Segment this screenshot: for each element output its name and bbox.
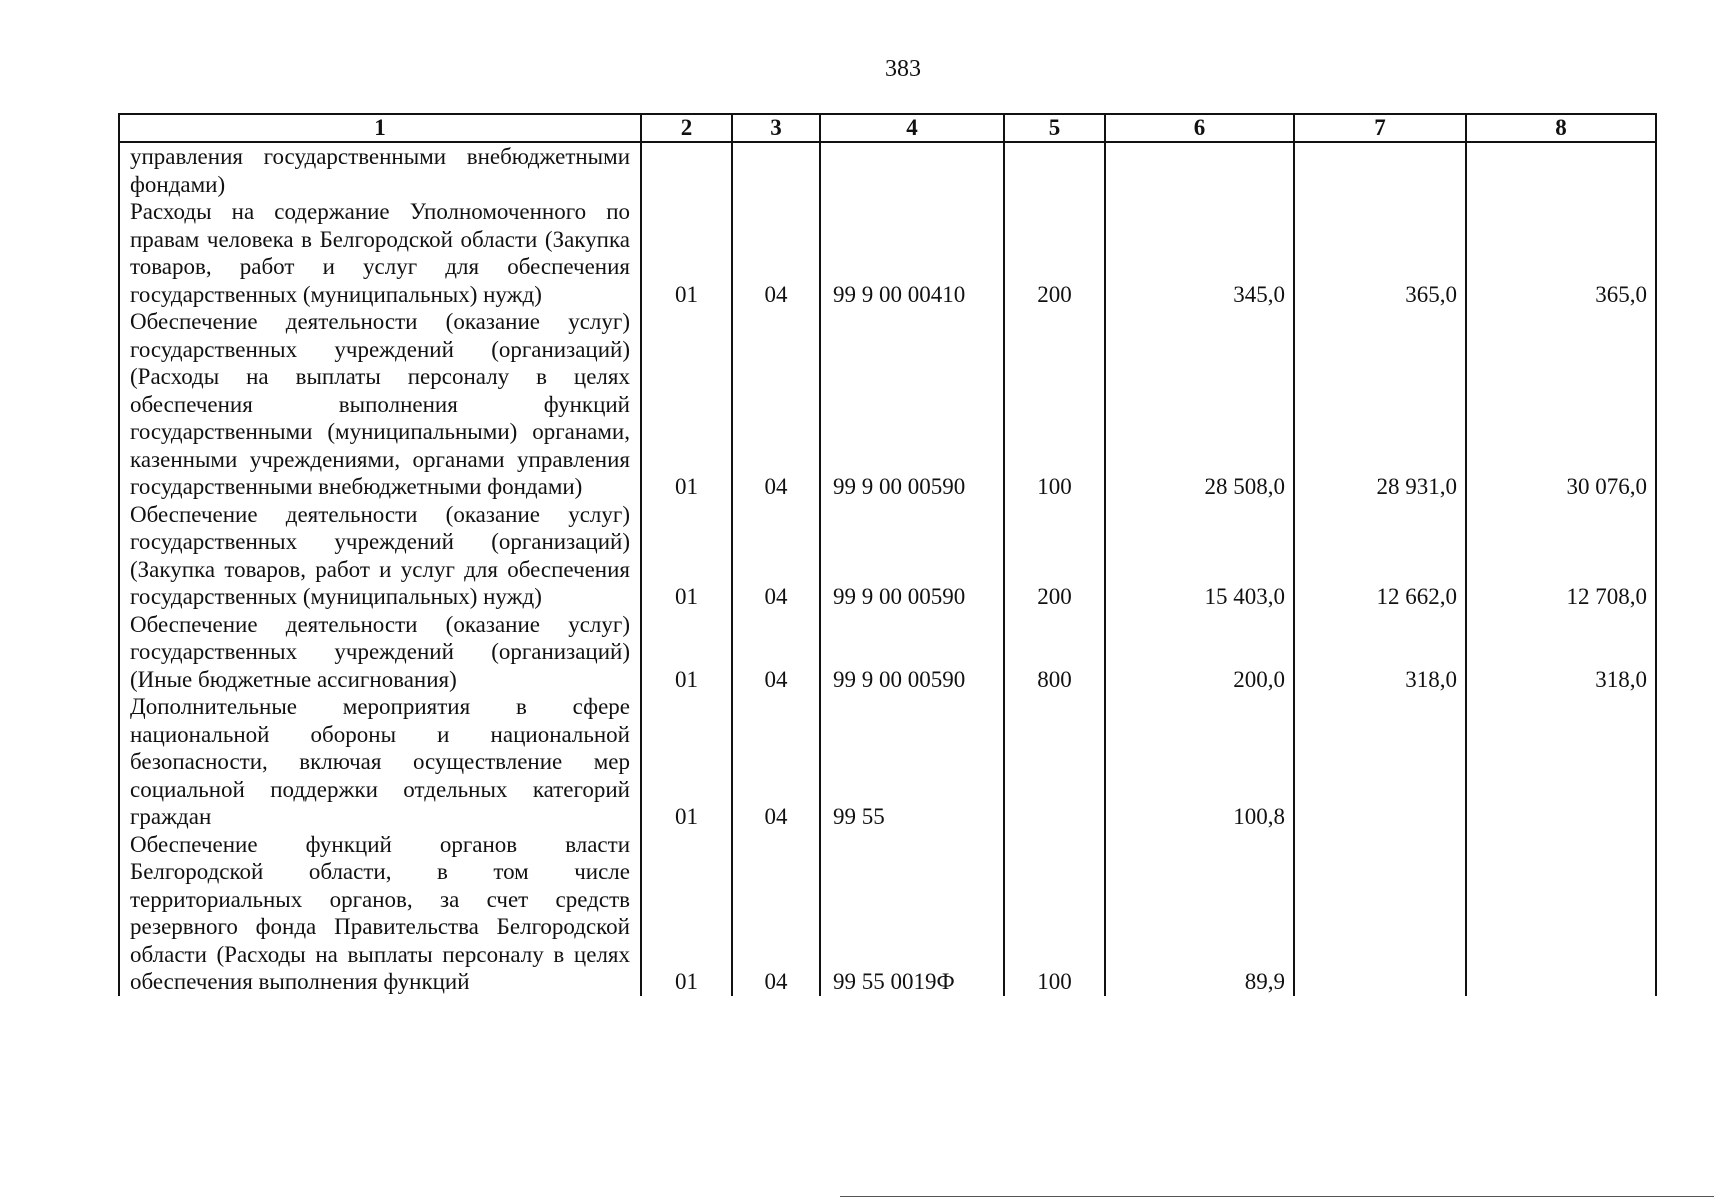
table-row <box>119 198 1656 308</box>
row-amount-col6: 15 403,0 <box>1105 501 1294 611</box>
row-amount-col7 <box>1294 142 1466 198</box>
row-expense-type: 100 <box>1004 308 1105 501</box>
row-section: 01 <box>641 501 732 611</box>
table-row <box>119 142 1656 198</box>
row-target-article: 99 55 0019Ф <box>820 831 1004 996</box>
row-amount-col8: 365,0 <box>1466 198 1656 308</box>
column-header-2: 2 <box>641 114 732 142</box>
row-subsection: 04 <box>732 611 820 694</box>
row-target-article: 99 55 <box>820 693 1004 831</box>
row-amount-col7: 12 662,0 <box>1294 501 1466 611</box>
row-amount-col6: 200,0 <box>1105 611 1294 694</box>
row-expense-type: 200 <box>1004 501 1105 611</box>
row-description: Обеспечение деятельности (оказание услуг) государственных учреждений (организаций) (Закупка товаров, работ и услуг для обеспечения государственных (муниципальных) нужд) <box>119 501 641 611</box>
row-amount-col8 <box>1466 693 1656 831</box>
row-amount-col6: 28 508,0 <box>1105 308 1294 501</box>
row-section <box>641 142 732 198</box>
row-subsection <box>732 142 820 198</box>
table-row <box>119 308 1656 501</box>
row-amount-col8: 12 708,0 <box>1466 501 1656 611</box>
row-target-article: 99 9 00 00410 <box>820 198 1004 308</box>
row-target-article <box>820 142 1004 198</box>
table-row <box>119 831 1656 996</box>
table-row <box>119 611 1656 694</box>
row-target-article: 99 9 00 00590 <box>820 501 1004 611</box>
row-description: Обеспечение деятельности (оказание услуг) государственных учреждений (организаций) (Расходы на выплаты персоналу в целях обеспечения выполнения функций государственными (муниципальными) органами, казенными учреждениями, органами управления государственными внебюджетными фондами) <box>119 308 641 501</box>
row-expense-type: 800 <box>1004 611 1105 694</box>
row-subsection: 04 <box>732 693 820 831</box>
row-amount-col7 <box>1294 693 1466 831</box>
row-subsection: 04 <box>732 501 820 611</box>
page-number: 383 <box>885 56 921 82</box>
row-amount-col7: 28 931,0 <box>1294 308 1466 501</box>
column-header-1: 1 <box>119 114 641 142</box>
row-target-article: 99 9 00 00590 <box>820 611 1004 694</box>
row-amount-col7: 365,0 <box>1294 198 1466 308</box>
row-section: 01 <box>641 198 732 308</box>
row-target-article: 99 9 00 00590 <box>820 308 1004 501</box>
row-expense-type <box>1004 693 1105 831</box>
row-subsection: 04 <box>732 198 820 308</box>
row-section: 01 <box>641 308 732 501</box>
row-subsection: 04 <box>732 831 820 996</box>
row-section: 01 <box>641 693 732 831</box>
row-amount-col6: 100,8 <box>1105 693 1294 831</box>
column-header-4: 4 <box>820 114 1004 142</box>
row-description: Обеспечение функций органов власти Белгородской области, в том числе территориальных органов, за счет средств резервного фонда Правительства Белгородской области (Расходы на выплаты персоналу в целях обеспечения выполнения функций <box>119 831 641 996</box>
row-amount-col7 <box>1294 831 1466 996</box>
row-amount-col8: 30 076,0 <box>1466 308 1656 501</box>
row-amount-col7: 318,0 <box>1294 611 1466 694</box>
row-expense-type: 200 <box>1004 198 1105 308</box>
row-subsection: 04 <box>732 308 820 501</box>
row-description: Дополнительные мероприятия в сфере национальной обороны и национальной безопасности, включая осуществление мер социальной поддержки отдельных категорий граждан <box>119 693 641 831</box>
row-amount-col8 <box>1466 142 1656 198</box>
row-expense-type: 100 <box>1004 831 1105 996</box>
column-header-5: 5 <box>1004 114 1105 142</box>
row-amount-col6 <box>1105 142 1294 198</box>
column-header-6: 6 <box>1105 114 1294 142</box>
row-amount-col8 <box>1466 831 1656 996</box>
row-expense-type <box>1004 142 1105 198</box>
row-amount-col6: 89,9 <box>1105 831 1294 996</box>
column-header-7: 7 <box>1294 114 1466 142</box>
row-amount-col8: 318,0 <box>1466 611 1656 694</box>
row-amount-col6: 345,0 <box>1105 198 1294 308</box>
bottom-rule-line <box>840 1196 1714 1197</box>
table-row <box>119 501 1656 611</box>
table-row <box>119 693 1656 831</box>
row-section: 01 <box>641 611 732 694</box>
row-section: 01 <box>641 831 732 996</box>
column-header-3: 3 <box>732 114 820 142</box>
budget-table <box>118 113 1657 996</box>
column-header-8: 8 <box>1466 114 1656 142</box>
row-description: управления государственными внебюджетными фондами) <box>119 142 641 198</box>
table-header-row <box>119 114 1656 142</box>
row-description: Обеспечение деятельности (оказание услуг) государственных учреждений (организаций) (Иные бюджетные ассигнования) <box>119 611 641 694</box>
row-description: Расходы на содержание Уполномоченного по правам человека в Белгородской области (Закупка товаров, работ и услуг для обеспечения государственных (муниципальных) нужд) <box>119 198 641 308</box>
